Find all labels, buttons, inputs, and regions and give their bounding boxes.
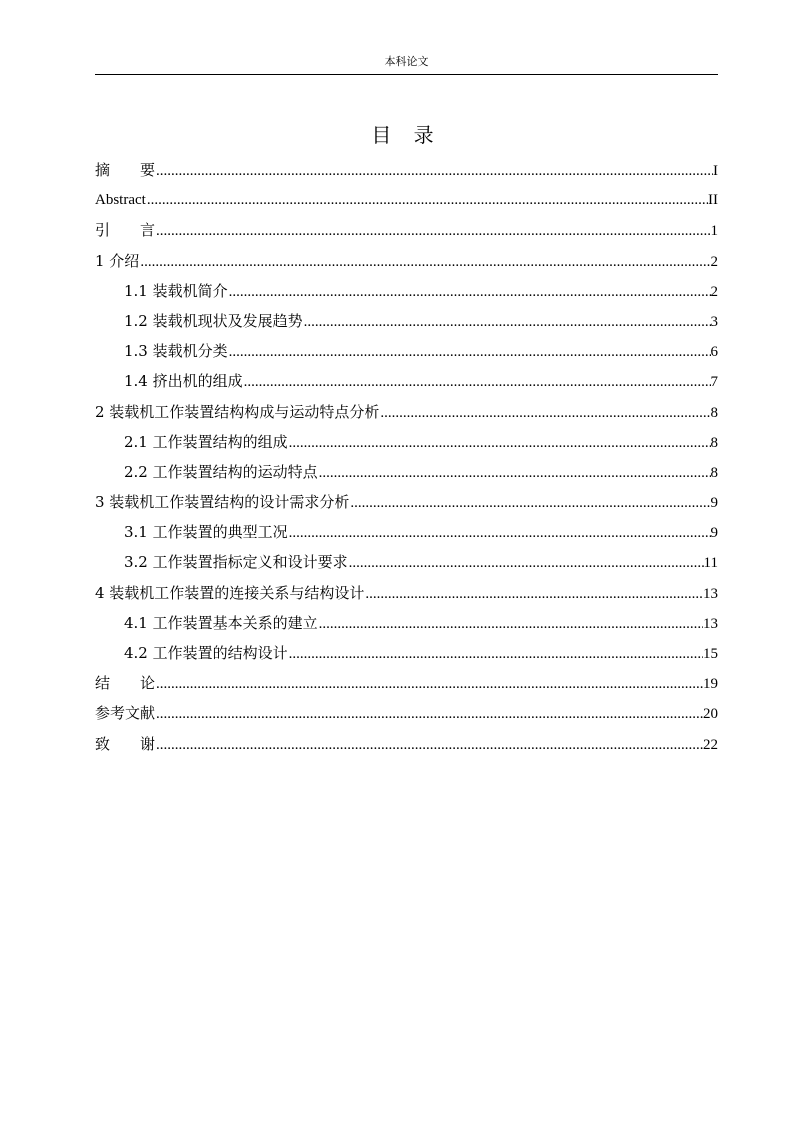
- toc-entry-abstract-en[interactable]: [95, 185, 718, 215]
- toc-entry-page: I: [713, 163, 718, 179]
- toc-entry-label: 结 论: [95, 674, 156, 693]
- dot-leader: [243, 367, 711, 396]
- toc-entry-label: 2 装载机工作装置结构构成与运动特点分析: [95, 402, 380, 421]
- toc-entry-section-1-4[interactable]: [95, 366, 718, 396]
- toc-entry-label: 3.1 工作装置的典型工况: [124, 523, 288, 542]
- toc-entry-page: 9: [710, 495, 718, 512]
- toc-entry-page: 20: [703, 706, 718, 723]
- dot-leader: [318, 458, 711, 487]
- dot-leader: [139, 247, 710, 276]
- toc-entry-page: 8: [710, 464, 718, 481]
- toc-entry-label: 参考文献: [95, 704, 156, 723]
- toc-entry-page: 11: [703, 555, 718, 572]
- dot-leader: [348, 548, 704, 577]
- dot-leader: [379, 398, 710, 427]
- toc-entry-page: 13: [703, 615, 718, 632]
- toc-entry-section-2-2[interactable]: [95, 457, 718, 487]
- toc-entry-label: 1.1 装载机简介: [124, 281, 228, 300]
- dot-leader: [155, 216, 710, 245]
- toc-entry-label: 1.3 装载机分类: [124, 342, 228, 361]
- toc-entry-conclusion[interactable]: [95, 668, 718, 698]
- toc-entry-label: 1.2 装载机现状及发展趋势: [124, 311, 303, 330]
- toc-entry-section-1-1[interactable]: [95, 276, 718, 306]
- dot-leader: [288, 639, 703, 668]
- toc-entry-label: 2.1 工作装置结构的组成: [124, 432, 288, 451]
- toc-entry-page: 7: [710, 374, 718, 391]
- toc-entry-label: 3.2 工作装置指标定义和设计要求: [124, 553, 348, 572]
- dot-leader: [155, 699, 703, 728]
- running-header: 本科论文: [384, 55, 429, 68]
- toc-entry-acknowledgements[interactable]: [95, 729, 718, 759]
- toc-entry-chapter-4[interactable]: [95, 578, 718, 608]
- toc-entry-section-1-3[interactable]: [95, 336, 718, 366]
- toc-entry-label: 4.2 工作装置的结构设计: [124, 644, 288, 662]
- toc-entry-abstract-cn[interactable]: [95, 155, 718, 185]
- toc-entry-label: 3 装载机工作装置结构的设计需求分析: [95, 493, 350, 512]
- toc-entry-label: 4 装载机工作装置的连接关系与结构设计: [95, 583, 365, 602]
- toc-entry-label: 1 介绍: [95, 251, 140, 270]
- toc-entry-page: 15: [703, 646, 718, 662]
- toc-entry-label: Abstract: [95, 192, 146, 209]
- dot-leader: [288, 428, 711, 457]
- toc-entry-section-3-2[interactable]: [95, 547, 718, 577]
- toc-entry-chapter-3[interactable]: [95, 487, 718, 517]
- toc-entry-page: 8: [710, 434, 718, 451]
- dot-leader: [155, 730, 703, 759]
- toc-entry-page: 19: [703, 676, 718, 693]
- toc-entry-section-1-2[interactable]: [95, 306, 718, 336]
- toc-entry-page: 22: [703, 736, 718, 753]
- dot-leader: [155, 669, 703, 698]
- header-rule: [95, 74, 718, 75]
- dot-leader: [146, 185, 708, 215]
- toc-entry-label: 引 言: [95, 221, 156, 240]
- toc-entry-page: II: [708, 192, 718, 209]
- toc-entry-section-4-1[interactable]: [95, 608, 718, 638]
- dot-leader: [318, 609, 703, 638]
- toc-entry-page: 9: [710, 525, 718, 542]
- toc-entry-label: 2.2 工作装置结构的运动特点: [124, 462, 318, 481]
- dot-leader: [303, 307, 711, 336]
- dot-leader: [349, 488, 710, 517]
- dot-leader: [228, 277, 711, 306]
- toc-entry-section-4-2[interactable]: [95, 638, 718, 668]
- toc-entry-page: 6: [710, 344, 718, 361]
- toc-entry-page: 3: [710, 313, 718, 330]
- dot-leader: [228, 337, 711, 366]
- dot-leader: [288, 518, 711, 547]
- toc-entry-label: 摘 要: [95, 161, 156, 179]
- toc-entry-label: 4.1 工作装置基本关系的建立: [124, 613, 318, 632]
- toc-entry-page: 13: [703, 585, 718, 602]
- toc-entry-page: 2: [710, 283, 718, 300]
- toc-entry-section-2-1[interactable]: [95, 427, 718, 457]
- dot-leader: [155, 156, 713, 185]
- toc-title: 目 录: [371, 123, 442, 147]
- toc-entry-page: 1: [710, 223, 718, 240]
- toc-entry-chapter-1[interactable]: [95, 246, 718, 276]
- dot-leader: [364, 579, 703, 608]
- toc-entry-page: 8: [710, 404, 718, 421]
- toc-entry-label: 1.4 挤出机的组成: [124, 372, 243, 391]
- toc-entry-page: 2: [710, 253, 718, 270]
- toc-entry-section-3-1[interactable]: [95, 517, 718, 547]
- table-of-contents: [95, 155, 718, 759]
- toc-entry-chapter-2[interactable]: [95, 397, 718, 427]
- toc-entry-introduction[interactable]: [95, 215, 718, 245]
- toc-entry-label: 致 谢: [95, 734, 156, 753]
- toc-entry-references[interactable]: [95, 698, 718, 728]
